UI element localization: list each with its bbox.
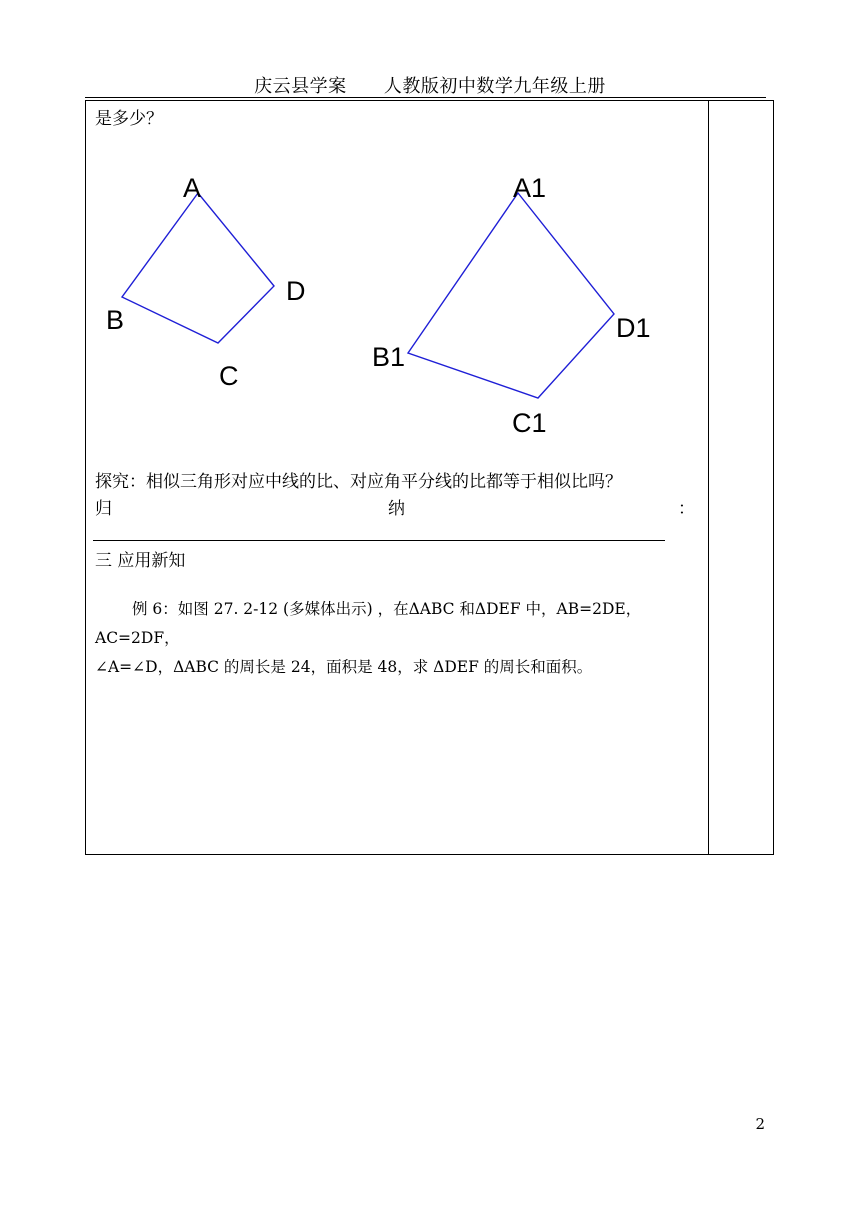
page-number: 2 — [755, 1115, 765, 1133]
section-title: 三 应用新知 — [95, 551, 186, 571]
summary-char-1: 归 — [95, 499, 112, 519]
answer-line — [93, 540, 665, 541]
example-line-1: 例 6：如图 27. 2-12 (多媒体出示) ，在ΔABC 和ΔDEF 中，AB=2DE，AC=2DF， — [95, 600, 642, 647]
label-c: C — [219, 361, 239, 391]
label-b1: B1 — [372, 342, 406, 372]
label-a: A — [183, 173, 202, 203]
explore-question: 探究：相似三角形对应中线的比、对应角平分线的比都等于相似比吗？ — [95, 472, 622, 492]
example-line-2: ∠A=∠D，ΔABC 的周长是 24，面积是 48，求 ΔDEF 的周长和面积。 — [95, 658, 593, 676]
question-tail: 是多少？ — [95, 109, 163, 129]
header-rule — [85, 97, 766, 98]
label-b: B — [106, 305, 125, 335]
label-d: D — [286, 276, 306, 306]
summary-colon: ： — [678, 499, 695, 519]
page-header: 庆云县学案 人教版初中数学九年级上册 — [254, 76, 606, 97]
label-a1: A1 — [513, 173, 547, 203]
label-d1: D1 — [616, 313, 651, 343]
quadrilateral-a1b1c1d1 — [408, 193, 614, 398]
example-6 — [95, 595, 705, 682]
summary-char-2: 纳 — [388, 499, 405, 519]
quadrilateral-figure — [86, 160, 706, 450]
quadrilateral-abcd — [122, 193, 274, 343]
label-c1: C1 — [512, 408, 547, 438]
notes-column-divider — [708, 100, 709, 855]
